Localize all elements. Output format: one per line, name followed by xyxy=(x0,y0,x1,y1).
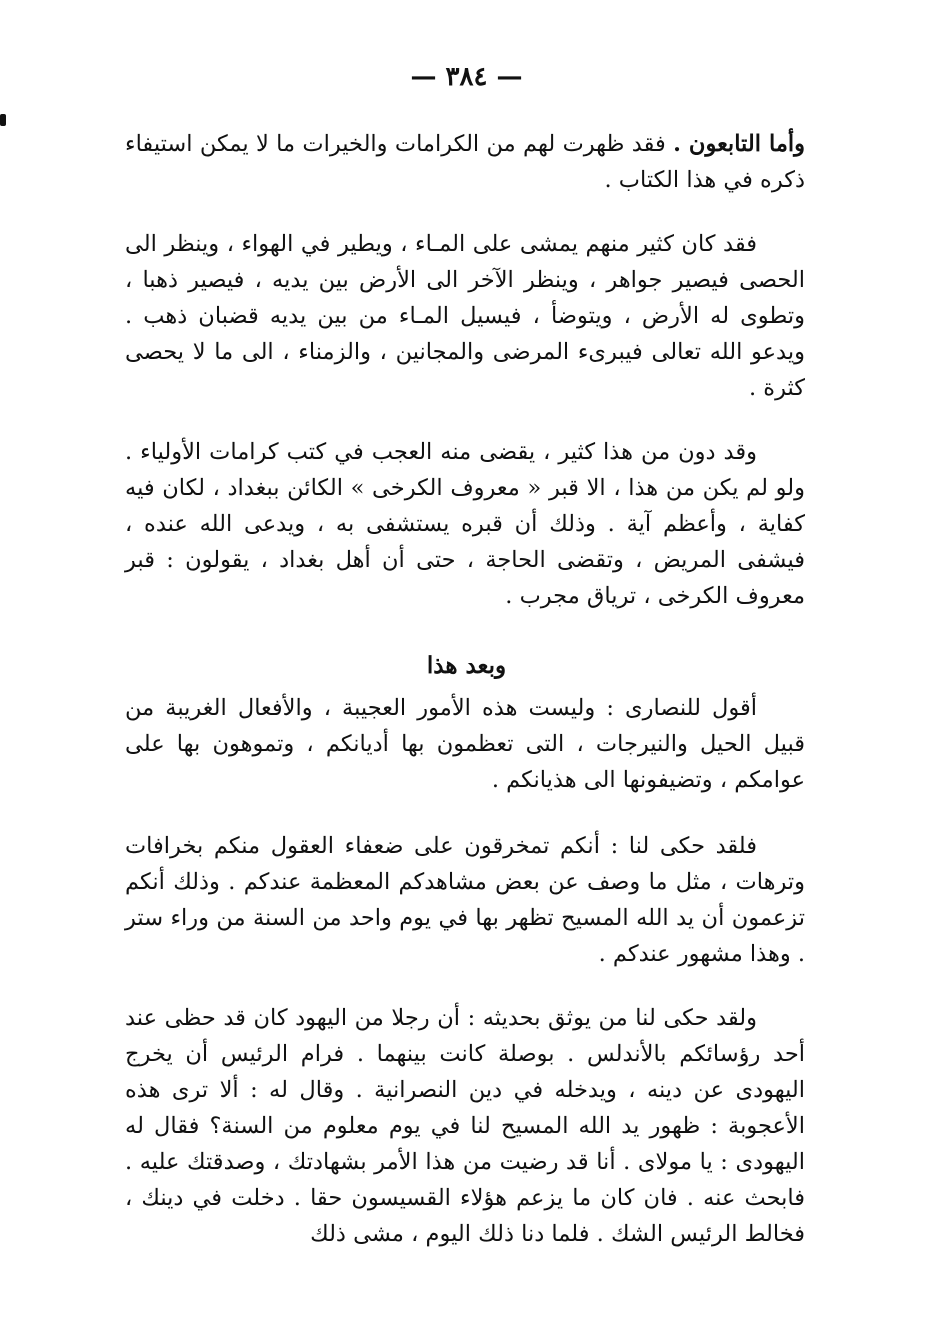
paragraph-miracles xyxy=(125,226,805,406)
paragraph-text: وقد دون من هذا كثير ، يقضى منه العجب في كتب كرامات الأولياء . ولو لم يكن من هذا ، الا قبر « معروف الكرخى » الكائن ببغداد ، لكان فيه كفاية ، وأعظم آية . وذلك أن قبره يستشفى به ، ويدعى الله عنده ، فيشفى المريض ، وتقضى الحاجة ، حتى أن أهل بغداد ، يقولون : قبر معروف الكرخى ، ترياق مجرب . xyxy=(125,439,805,609)
page-number: — ٣٨٤ — xyxy=(410,62,523,92)
margin-mark xyxy=(0,114,6,126)
paragraph-maruf-karkhi xyxy=(125,434,805,614)
paragraph-hand-of-christ xyxy=(125,828,805,972)
paragraph-text: فقد ظهرت لهم من الكرامات والخيرات ما لا يمكن استيفاء ذكره في هذا الكتاب . xyxy=(125,131,805,193)
paragraph-tabiun xyxy=(125,126,805,198)
paragraph-jew-andalus xyxy=(125,1000,805,1252)
paragraph-text: أقول للنصارى : وليست هذه الأمور العجيبة ، والأفعال الغريبة من قبيل الحيل والنيرجات ، التى تعظمون بها أديانكم ، وتموهون بها على عوامكم ، وتضيفونها الى هذيانكم . xyxy=(125,695,805,793)
section-heading: وبعد هذا xyxy=(426,652,507,679)
paragraph-text: فقد كان كثير منهم يمشى على المـاء ، ويطير في الهواء ، وينظر الى الحصى فيصير جواهر ، وينظر الآخر الى الأرض بين يديه ، فيصير ذهبا ، وتطوى له الأرض ، ويتوضأ ، فيسيل المـاء من بين يديه قضبان ذهب . ويدعو الله تعالى فيبرىء المرضى والمجانين ، والزمناء ، الى ما لا يحصى كثرة . xyxy=(125,231,805,401)
paragraph-text: ولقد حكى لنا من يوثق بحديثه : أن رجلا من اليهود كان قد حظى عند أحد رؤسائكم بالأندلس . بوصلة كانت بينهما . فرام الرئيس أن يخرج اليهودى عن دينه ، ويدخله في دين النصرانية . وقال له : ألا ترى هذه الأعجوبة : ظهور يد الله المسيح لنا في يوم معلوم من السنة؟ فقال له اليهودى : يا مولاى . أنا قد رضيت من هذا الأمر بشهادتك ، وصدقتك عليه . فابحث عنه . فان كان ما يزعم هؤلاء القسيسون حقا . دخلت في دينك ، فخالط الرئيس الشك . فلما دنا ذلك اليوم ، مشى ذلك xyxy=(125,1005,805,1247)
paragraph-christians xyxy=(125,690,805,798)
paragraph-lead: وأما التابعون . xyxy=(673,131,805,157)
paragraph-text: فلقد حكى لنا : أنكم تمخرقون على ضعفاء العقول منكم بخرافات وترهات ، مثل ما وصف عن بعض مشاهدكم المعظمة عندكم . وذلك أنكم تزعمون أن يد الله المسيح تظهر بها في يوم واحد من السنة من وراء ستر . وهذا مشهور عندكم . xyxy=(125,833,805,967)
